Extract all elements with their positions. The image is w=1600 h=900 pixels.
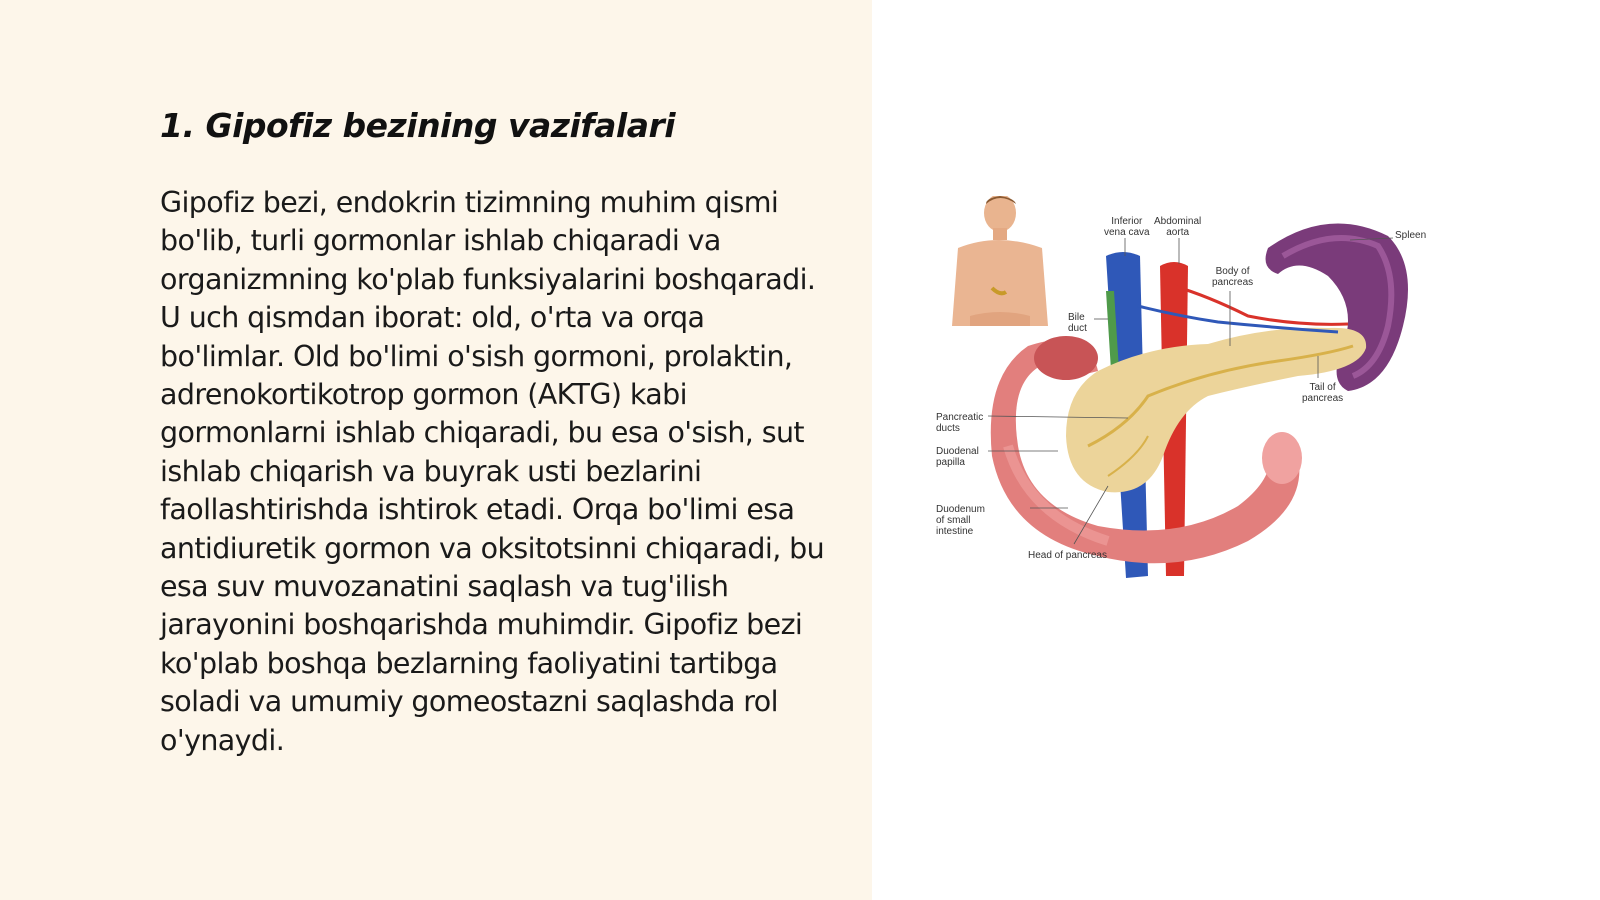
pancreas-anatomy-drawing [948,196,1468,586]
label-head-of-pancreas: Head of pancreas [1028,550,1107,561]
label-abdominal-aorta: Abdominal aorta [1154,216,1202,238]
label-body-of-pancreas: Body of pancreas [1212,266,1254,288]
slide-body-text: Gipofiz bezi, endokrin tizimning muhim qismi bo'lib, turli gormonlar ishlab chiqaradi va organizmning ko'plab funksiyalarini boshqaradi. U uch qismdan iborat: old, o'rta va orqa bo'limlar. Old bo'limi o'sish gormoni, prolaktin, adrenokortikotrop gormon (AKTG) kabi gormonlarni ishlab chiqaradi, bu esa o'sish, sut ishlab chiqarish va buyrak usti bezlarini faollashtirishda ishtirok etadi. Orqa bo'limi esa antidiuretik gormon va oksitotsinni chiqaradi, bu esa suv muvozanatini saqlash va tug'ilish jarayonini boshqarishda muhimdir. Gipofiz bezi ko'plab boshqa bezlarning faoliyatini tartibga soladi va umumiy gomeostazni saqlashda rol o'ynaydi. [160,186,825,757]
label-bile-duct: Bile duct [1068,312,1087,334]
slide-title: 1. Gipofiz bezining vazifalari [160,106,676,145]
label-duodenum: Duodenum of small intestine [936,504,985,537]
human-torso-icon [952,196,1048,326]
label-duodenal-papilla: Duodenal papilla [936,446,979,468]
label-tail-of-pancreas: Tail of pancreas [1302,382,1344,404]
label-pancreatic-ducts: Pancreatic ducts [936,412,984,434]
pancreas-anatomy-illustration [936,196,1468,586]
label-inferior-vena-cava: Inferior vena cava [1104,216,1150,238]
label-spleen: Spleen [1395,230,1427,241]
